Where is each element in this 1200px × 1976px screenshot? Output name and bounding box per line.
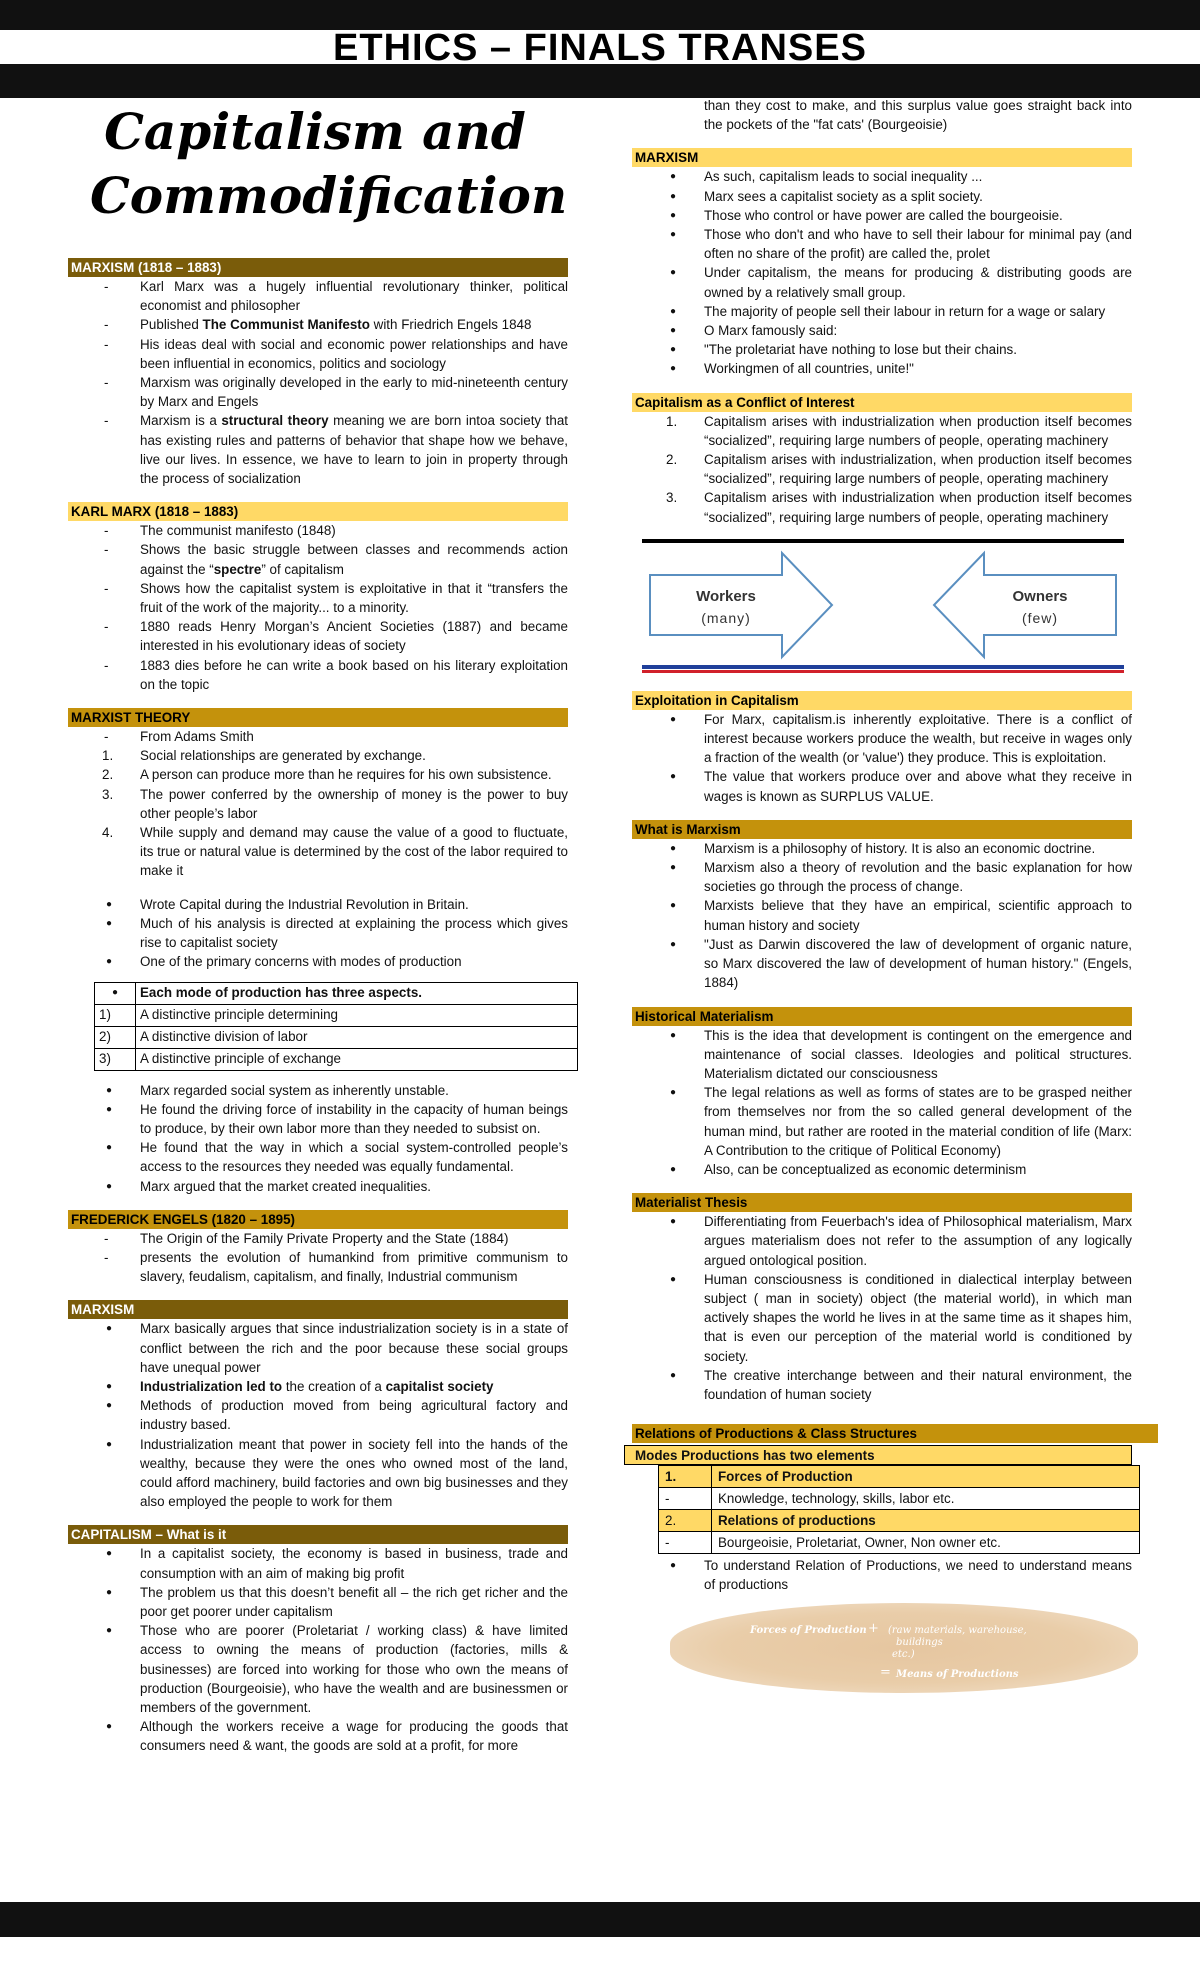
modes-of-production-table [94,982,578,1071]
bullet-icon: ● [106,1103,113,1115]
section-header: MARXISM [632,148,1132,167]
workers-owners-figure [642,537,1124,679]
table-cell: 2. [659,1510,712,1532]
forces-of-production-label: Forces of Production [750,1624,867,1636]
table-cell: 3) [95,1048,136,1070]
item-text: His ideas deal with social and economic power relationships and have been influential in economics, politics and sociology [140,336,568,371]
item-text: Marxism is a philosophy of history. It is also an economic doctrine. [704,840,1096,856]
item-text: A person can produce more than he requires for his own subsistence. [140,767,552,783]
left-column [68,258,568,1756]
bullet-icon: ● [670,363,677,375]
item-text: For Marx, capitalism.is inherently exploitative. There is a conflict of interest because workers produce the wealth, but receive in wages only a fraction of the wealth (or 'value') they produce. This is exploitation. [704,711,1132,766]
bullet-icon: ● [670,209,677,221]
item-text: Methods of production moved from being agricultural factory and industry based. [140,1398,568,1433]
item-marker: - [104,580,109,596]
table-row [95,1004,578,1026]
item-text: Under capitalism, the means for producing & distributing goods are owned by a relatively small group. [704,265,1132,300]
item-marker: - [104,619,109,635]
bullet-icon: ● [670,305,677,317]
item-text: From Adams Smith [140,729,254,745]
item-text: Wrote Capital during the Industrial Revolution in Britain. [140,896,469,912]
item-text: Marxists believe that they have an empirical, scientific approach to human history and society [704,898,1132,933]
bullet-icon: ● [670,267,677,279]
item-text: Published [140,317,203,333]
item-marker: - [104,413,109,429]
item-bold: spectre [213,561,262,577]
bullet-icon: ● [670,938,677,950]
bullet-icon: ● [670,713,677,725]
item-text: Capitalism arises with industrialization when production itself becomes “socialized”, requiring large numbers of people, operating machinery [704,413,1132,448]
table-row [659,1488,1140,1510]
item-marker: - [104,336,109,352]
bullet-icon: ● [106,1142,113,1154]
table-cell: Knowledge, technology, skills, labor etc. [712,1488,1140,1510]
main-title [90,100,568,228]
workers-label: Workers [696,587,756,605]
workers-owners-diagram [642,537,1124,679]
owners-label: Owners [1012,587,1068,605]
item-text: One of the primary concerns with modes of production [140,954,462,970]
item-text: Capitalism arises with industrialization when production itself becomes “socialized”, requiring large numbers of people, operating machinery [704,490,1132,525]
bullet-icon: ● [106,1084,113,1096]
item-text: The majority of people sell their labour in return for a wage or salary [704,303,1106,319]
bullet-icon: ● [670,1273,677,1285]
item-text: Marxism was originally developed in the early to mid-nineteenth century by Marx and Engels [140,375,568,410]
item-text: Although the workers receive a wage for producing the goods that consumers need & want, the goods are sold at a profit, for more [140,1719,568,1754]
bullet-icon: ● [106,1586,113,1598]
table-cell: - [659,1488,712,1510]
item-text: Marx basically argues that since industrialization society is in a state of conflict between the rich and the poor because these social groups have unequal power [140,1321,568,1375]
item-text: To understand Relation of Productions, we need to understand means of productions [704,1558,1132,1593]
item-bold: The Communist Manifesto [202,317,370,333]
item-text: with Friedrich Engels 1848 [369,317,532,333]
item-text: In a capitalist society, the economy is based in business, trade and consumption with an aim of making big profit [140,1546,568,1581]
item-marker: 3. [666,490,678,506]
item-marker: - [104,542,109,558]
section-header: Capitalism as a Conflict of Interest [632,393,1132,412]
owners-arrow [934,553,1116,657]
item-text: Shows the basic struggle between classes and recommends action against the “ [140,542,568,577]
table-row [659,1510,1140,1532]
item-marker: 2. [666,452,678,468]
bullet-icon: ● [106,1400,113,1412]
section-header: KARL MARX (1818 – 1883) [68,502,568,521]
bullet-icon: ● [670,771,677,783]
table-cell: - [659,1532,712,1554]
item-text: Marxism also a theory of revolution and the basic explanation for how societies go through the process of change. [704,860,1132,895]
bottom-black-bar [0,1902,1200,1937]
item-text: The problem us that this doesn’t benefit all – the rich get richer and the poor get poorer under capitalism [140,1584,568,1619]
item-text: O Marx famously said: [704,323,838,339]
equals-sign: = [880,1664,891,1680]
bullet-icon: ● [670,325,677,337]
raw-materials-label: (raw materials, warehouse, [888,1624,1027,1636]
bullet-icon: ● [670,1216,677,1228]
table-cell: 1. [659,1466,712,1488]
item-text: Capitalism arises with industrialization, when production itself becomes “socialized”, requiring large numbers of people, operating machinery [704,452,1132,487]
table-cell: 1) [95,1004,136,1026]
item-text: He found the driving force of instability in the capacity of human beings to produce, by their own labor more than they needed to subsist on. [140,1101,568,1136]
bullet-icon: ● [106,1180,113,1192]
section-header: MARXISM (1818 – 1883) [68,258,568,277]
item-text: Those who control or have power are called the bourgeoisie. [704,207,1063,223]
section-header: Historical Materialism [632,1007,1132,1026]
item-marker: - [104,1249,109,1265]
table-cell: A distinctive principle of exchange [136,1048,578,1070]
item-text: The creative interchange between and their natural environment, the foundation of human society [704,1367,1132,1402]
item-text: "The proletariat have nothing to lose but their chains. [704,342,1017,358]
bullet-icon: ● [106,1438,113,1450]
figure-blue-rule [642,665,1124,669]
continued-text: than they cost to make, and this surplus value goes straight back into the pockets of the "fat cats' (Bourgeoisie) [704,98,1132,133]
bullet-icon: ● [670,900,677,912]
item-text: Differentiating from Feuerbach's idea of Philosophical materialism, Marx argues materialism does not refer to the assumption of any logically argued ontological position. [704,1214,1132,1268]
workers-arrow [650,553,832,657]
item-text: Marx argued that the market created inequalities. [140,1178,432,1194]
item-text: the creation of a [282,1378,386,1394]
bullet-icon: ● [106,1323,113,1335]
item-text: Much of his analysis is directed at explaining the process which gives rise to capitalist society [140,915,568,951]
right-column [632,96,1132,1693]
bullet-icon: ● [670,229,677,241]
bullet-icon: ● [670,1163,677,1175]
bullet-icon: ● [106,1548,113,1560]
item-bold: Industrialization led to [140,1378,283,1394]
section-header: MARXIST THEORY [68,708,568,727]
item-bold: capitalist society [385,1378,494,1394]
bullet-icon: ● [106,917,113,929]
item-marker: - [104,523,109,539]
item-text: presents the evolution of humankind from primitive communism to slavery, feudalism, capitalism, and finally, Industrial communism [140,1249,568,1285]
relations-table [658,1465,1140,1554]
owners-sublabel: (few) [1021,609,1059,626]
item-text: Those who don't and who have to sell their labour for minimal pay (and often no share of the profit) are called the, prolet [704,227,1132,262]
modes-elements-heading: Modes Productions has two elements [624,1445,1132,1465]
item-bold: structural theory [221,413,329,429]
item-text: As such, capitalism leads to social inequality ... [704,169,983,185]
item-marker: 1. [102,748,114,764]
section-header: Relations of Productions & Class Structures [632,1424,1158,1443]
table-row [95,1048,578,1070]
item-text: "Just as Darwin discovered the law of development of organic nature, so Marx discovered the law of development of human history." (Engels, 1884) [704,936,1132,991]
table-row [95,982,578,1004]
item-text: Those who are poorer (Proletariat / working class) & have limited access to owning the means of production (factories, mills & businesses) are forced into working for those who own the means of production (Bourgeoisie), who have the wealth and are businessmen or members of the government. [140,1623,568,1715]
item-text: Also, can be conceptualized as economic determinism [704,1161,1027,1177]
section-header: What is Marxism [632,820,1132,839]
item-marker: - [104,279,109,294]
item-marker: - [104,317,109,333]
bullet-icon: ● [670,1029,677,1041]
bullet-icon: ● [106,898,113,910]
item-text: The communist manifesto (1848) [140,523,336,539]
means-of-production-figure [670,1603,1138,1693]
item-marker: - [104,657,109,673]
item-marker: 3. [102,786,114,802]
bullet-icon: ● [670,1560,677,1572]
section-header: Materialist Thesis [632,1193,1132,1212]
item-marker: - [104,1230,109,1246]
bullet-icon: ● [670,171,677,183]
item-text: He found that the way in which a social system-controlled people’s access to the resources they needed was equally fundamental. [140,1140,568,1175]
section-header: Exploitation in Capitalism [632,691,1132,710]
etc-label: etc.) [892,1648,915,1660]
main-title-line2: Commodification [90,166,568,225]
section-header: CAPITALISM – What is it [68,1525,568,1544]
table-cell: A distinctive division of labor [136,1026,578,1048]
bullet-icon: ● [106,956,113,968]
item-text: meaning we are born intoa society that has existing rules and patterns of behavior that shape how we behave, live our lives. In essence, we have to learn to join in property through the process of socialization [140,413,568,487]
item-marker: 4. [102,825,114,841]
table-cell: Forces of Production [712,1466,1140,1488]
table-cell: A distinctive principle determining [136,1004,578,1026]
item-text: This is the idea that development is contingent on the emergence and maintenance of social classes. Ideologies and political structures. Materialism dictated our consciousness [704,1027,1132,1081]
table-head-cell: Each mode of production has three aspects. [136,982,578,1004]
item-text: Human consciousness is conditioned in dialectical interplay between subject ( man in society) object (the material world), in which man actively shapes the world he lives in at the same time as it shapes him, that is even our perception of the material world is conditioned by society. [704,1271,1132,1364]
item-text: Shows how the capitalist system is exploitative in that it “transfers the fruit of the work of the majority... to a minority. [140,580,568,616]
item-marker: - [104,729,109,745]
item-marker: - [104,375,109,391]
bullet-icon: ● [670,190,677,202]
bullet-icon: ● [106,1625,113,1637]
item-text: Marx sees a capitalist society as a split society. [704,188,983,204]
bullet-icon: ● [106,1380,113,1392]
section-header: MARXISM [68,1300,568,1319]
figure-top-rule [642,539,1124,543]
item-text: Marxism is a [140,413,222,429]
main-title-line1: Capitalism and [104,102,526,161]
means-of-productions-label: Means of Productions [896,1668,1019,1680]
item-text: The Origin of the Family Private Property and the State (1884) [140,1230,509,1246]
table-row [659,1466,1140,1488]
table-cell: Relations of productions [712,1510,1140,1532]
bullet-icon: ● [670,862,677,874]
workers-sublabel: (many) [701,609,751,626]
item-text: Karl Marx was a hugely influential revolutionary thinker, political economist and philosopher [140,279,568,314]
bullet-icon: ● [670,344,677,356]
section-header: FREDERICK ENGELS (1820 – 1895) [68,1210,568,1229]
table-cell: Bourgeoisie, Proletariat, Owner, Non owner etc. [712,1532,1140,1554]
item-text: The power conferred by the ownership of money is the power to buy other people’s labor [140,786,568,821]
item-text: The value that workers produce over and above what they receive in wages is known as SURPLUS VALUE. [704,769,1132,804]
table-cell: 2) [95,1026,136,1048]
item-text: ” of capitalism [261,561,344,577]
item-text: 1883 dies before he can write a book based on his literary exploitation on the topic [140,657,568,692]
item-text: Workingmen of all countries, unite!" [704,361,914,377]
item-text: Industrialization meant that power in society fell into the hands of the wealthy, because they were the ones who owned most of the land, could afford machinery, build factories and own big businesses and they also employed the people to work for them [140,1436,568,1510]
item-text: While supply and demand may cause the value of a good to fluctuate, its true or natural value is determined by the cost of the labor required to make it [140,825,568,879]
table-row [95,1026,578,1048]
item-marker: 2. [102,767,114,783]
plus-sign: + [868,1620,879,1636]
item-text: 1880 reads Henry Morgan’s Ancient Societies (1887) and became interested in his evolutionary ideas of society [140,619,568,654]
bullet-icon: ● [95,982,136,1004]
figure-red-rule [642,670,1124,673]
bullet-icon: ● [106,1721,113,1733]
item-text: Social relationships are generated by exchange. [140,748,426,764]
item-text: The legal relations as well as forms of states are to be grasped neither from themselves nor from the so called general development of the human mind, but rather are rooted in the material condition of life (Marx: A Contribution to the critique of Political Economy) [704,1085,1132,1158]
bullet-icon: ● [670,1087,677,1099]
bullet-icon: ● [670,1369,677,1381]
table-row [659,1532,1140,1554]
item-marker: 1. [666,413,678,429]
document-title: ETHICS – FINALS TRANSES [333,27,867,69]
item-text: Marx regarded social system as inherently unstable. [140,1082,449,1098]
buildings-label: buildings [896,1636,943,1648]
bullet-icon: ● [670,842,677,854]
